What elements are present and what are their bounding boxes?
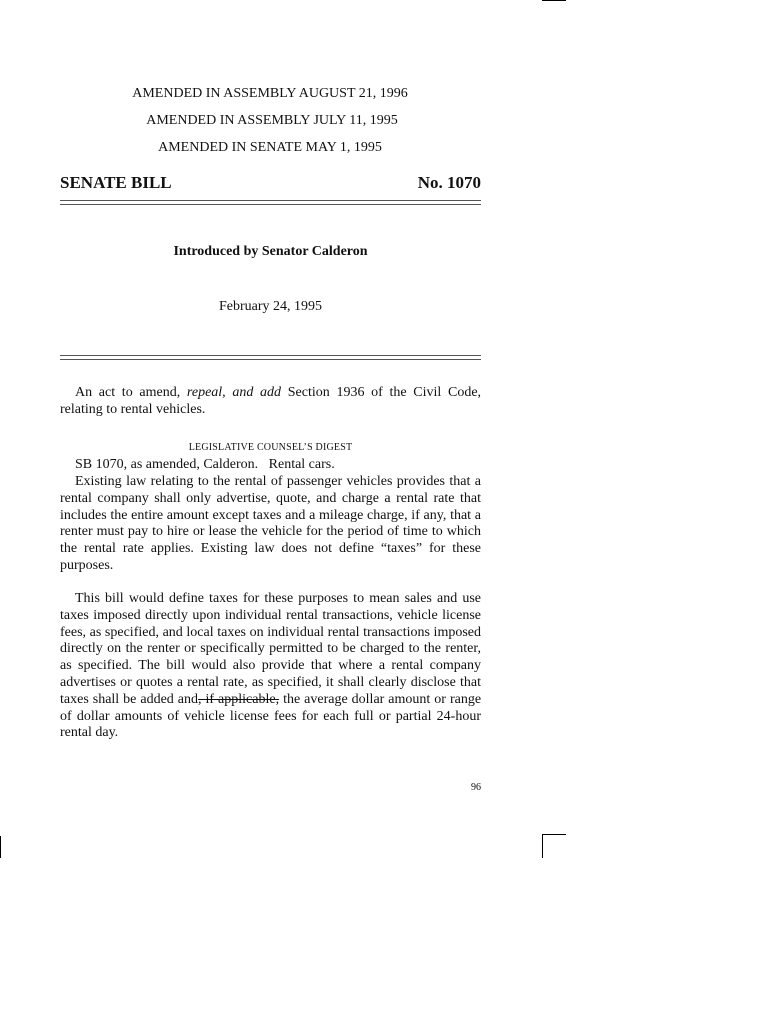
date-rule-top xyxy=(60,355,481,356)
crop-mark-corner-v xyxy=(542,834,543,858)
bill-number: No. 1070 xyxy=(417,173,481,192)
heading-rule-top xyxy=(60,200,481,201)
digest-summary xyxy=(60,457,481,474)
paragraph-2-text: This bill would define taxes for these purposes to mean sales and use taxes imposed directly upon individual rental transactions, vehicle license fees, as specified, and local taxes on individual rental transactions imposed directly on the renter or specifically permitted to be charged to the renter, as specified. The bill would also provide that where a rental company advertises or quotes a rental rate, as specified, it shall clearly disclose that taxes shall be added and xyxy=(60,591,481,707)
amendment-line-2: AMENDED IN ASSEMBLY JULY 11, 1995 xyxy=(146,113,398,128)
date-rule-bottom xyxy=(60,359,481,360)
digest-title: LEGISLATIVE COUNSEL’S DIGEST xyxy=(188,442,353,453)
act-italic-amendment: repeal, and add xyxy=(186,385,282,400)
digest-paragraph-1: Existing law relating to the rental of passenger vehicles provides that a rental company shall only advertise, quote, and charge a rental rate that includes the entire amount except taxes and a mileage charge, if any, that a renter must pay to hire or lease the vehicle for the period of time to which the rental rate applies. Existing law does not define “taxes” for these purposes. xyxy=(60,474,481,573)
crop-mark-top xyxy=(542,0,566,1)
bill-label: SENATE BILL xyxy=(60,173,172,192)
page-number: 96 xyxy=(471,782,481,793)
bill-heading xyxy=(60,173,481,193)
digest-summary-bill: SB 1070, as amended, Calderon. xyxy=(75,457,259,472)
introduced-by: Introduced by Senator Calderon xyxy=(173,244,368,259)
act-prefix: An act to amend, xyxy=(75,385,181,400)
heading-rule-bottom xyxy=(60,204,481,205)
struck-text: , if applicable, xyxy=(198,691,280,707)
digest-summary-topic: Rental cars. xyxy=(268,457,335,472)
act-title xyxy=(60,385,481,419)
digest-paragraph-2 xyxy=(60,591,481,742)
amendment-line-3: AMENDED IN SENATE MAY 1, 1995 xyxy=(158,140,382,155)
crop-mark-left xyxy=(0,836,1,858)
amendment-line-1: AMENDED IN ASSEMBLY AUGUST 21, 1996 xyxy=(132,86,408,101)
crop-mark-corner-h xyxy=(542,834,566,835)
introduction-date: February 24, 1995 xyxy=(218,299,323,314)
paragraph-2-continuation: the average dollar amount or range of dollar amounts of vehicle license fees for each full or partial 24-hour rental day. xyxy=(60,691,482,741)
act-suffix: Section 1936 of the Civil Code, relating to rental vehicles. xyxy=(60,385,482,417)
